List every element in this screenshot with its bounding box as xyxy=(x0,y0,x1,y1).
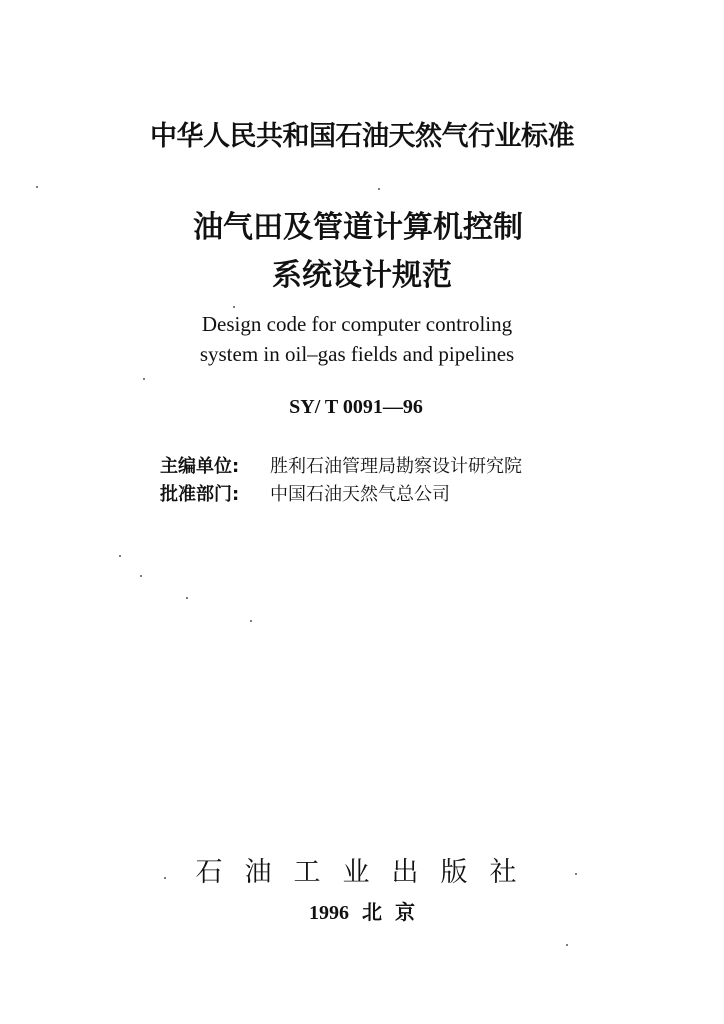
document-title-line-1: 油气田及管道计算机控制 xyxy=(193,210,523,245)
document-title-line-2: 系统设计规范 xyxy=(272,258,452,293)
approving-department-row xyxy=(160,480,450,506)
publisher-name: 石油工业出版社 xyxy=(195,857,539,888)
scan-speck xyxy=(140,575,142,577)
scan-speck xyxy=(233,306,235,308)
scan-speck xyxy=(575,873,577,875)
editor-unit-row xyxy=(160,452,522,478)
scan-speck xyxy=(164,877,166,879)
scan-speck xyxy=(143,378,145,380)
standard-number: SY/ T 0091—96 xyxy=(289,396,423,418)
standard-series-heading: 中华人民共和国石油天然气行业标准 xyxy=(150,121,574,152)
english-title-line-2: system in oil–gas fields and pipelines xyxy=(199,342,515,366)
editor-unit-value: 胜利石油管理局勘察设计研究院 xyxy=(270,456,522,477)
scan-speck xyxy=(250,620,252,622)
approving-department-label: 批准部门: xyxy=(160,484,240,505)
scan-speck xyxy=(566,944,568,946)
english-title-line-1: Design code for computer controling xyxy=(201,312,513,336)
scan-speck xyxy=(119,555,121,557)
publication-imprint: 1996 北 京 xyxy=(309,902,415,924)
editor-unit-label: 主编单位: xyxy=(160,456,240,477)
scan-speck xyxy=(36,186,38,188)
scan-speck xyxy=(186,597,188,599)
scan-speck xyxy=(378,188,380,190)
approving-department-value: 中国石油天然气总公司 xyxy=(270,484,450,505)
